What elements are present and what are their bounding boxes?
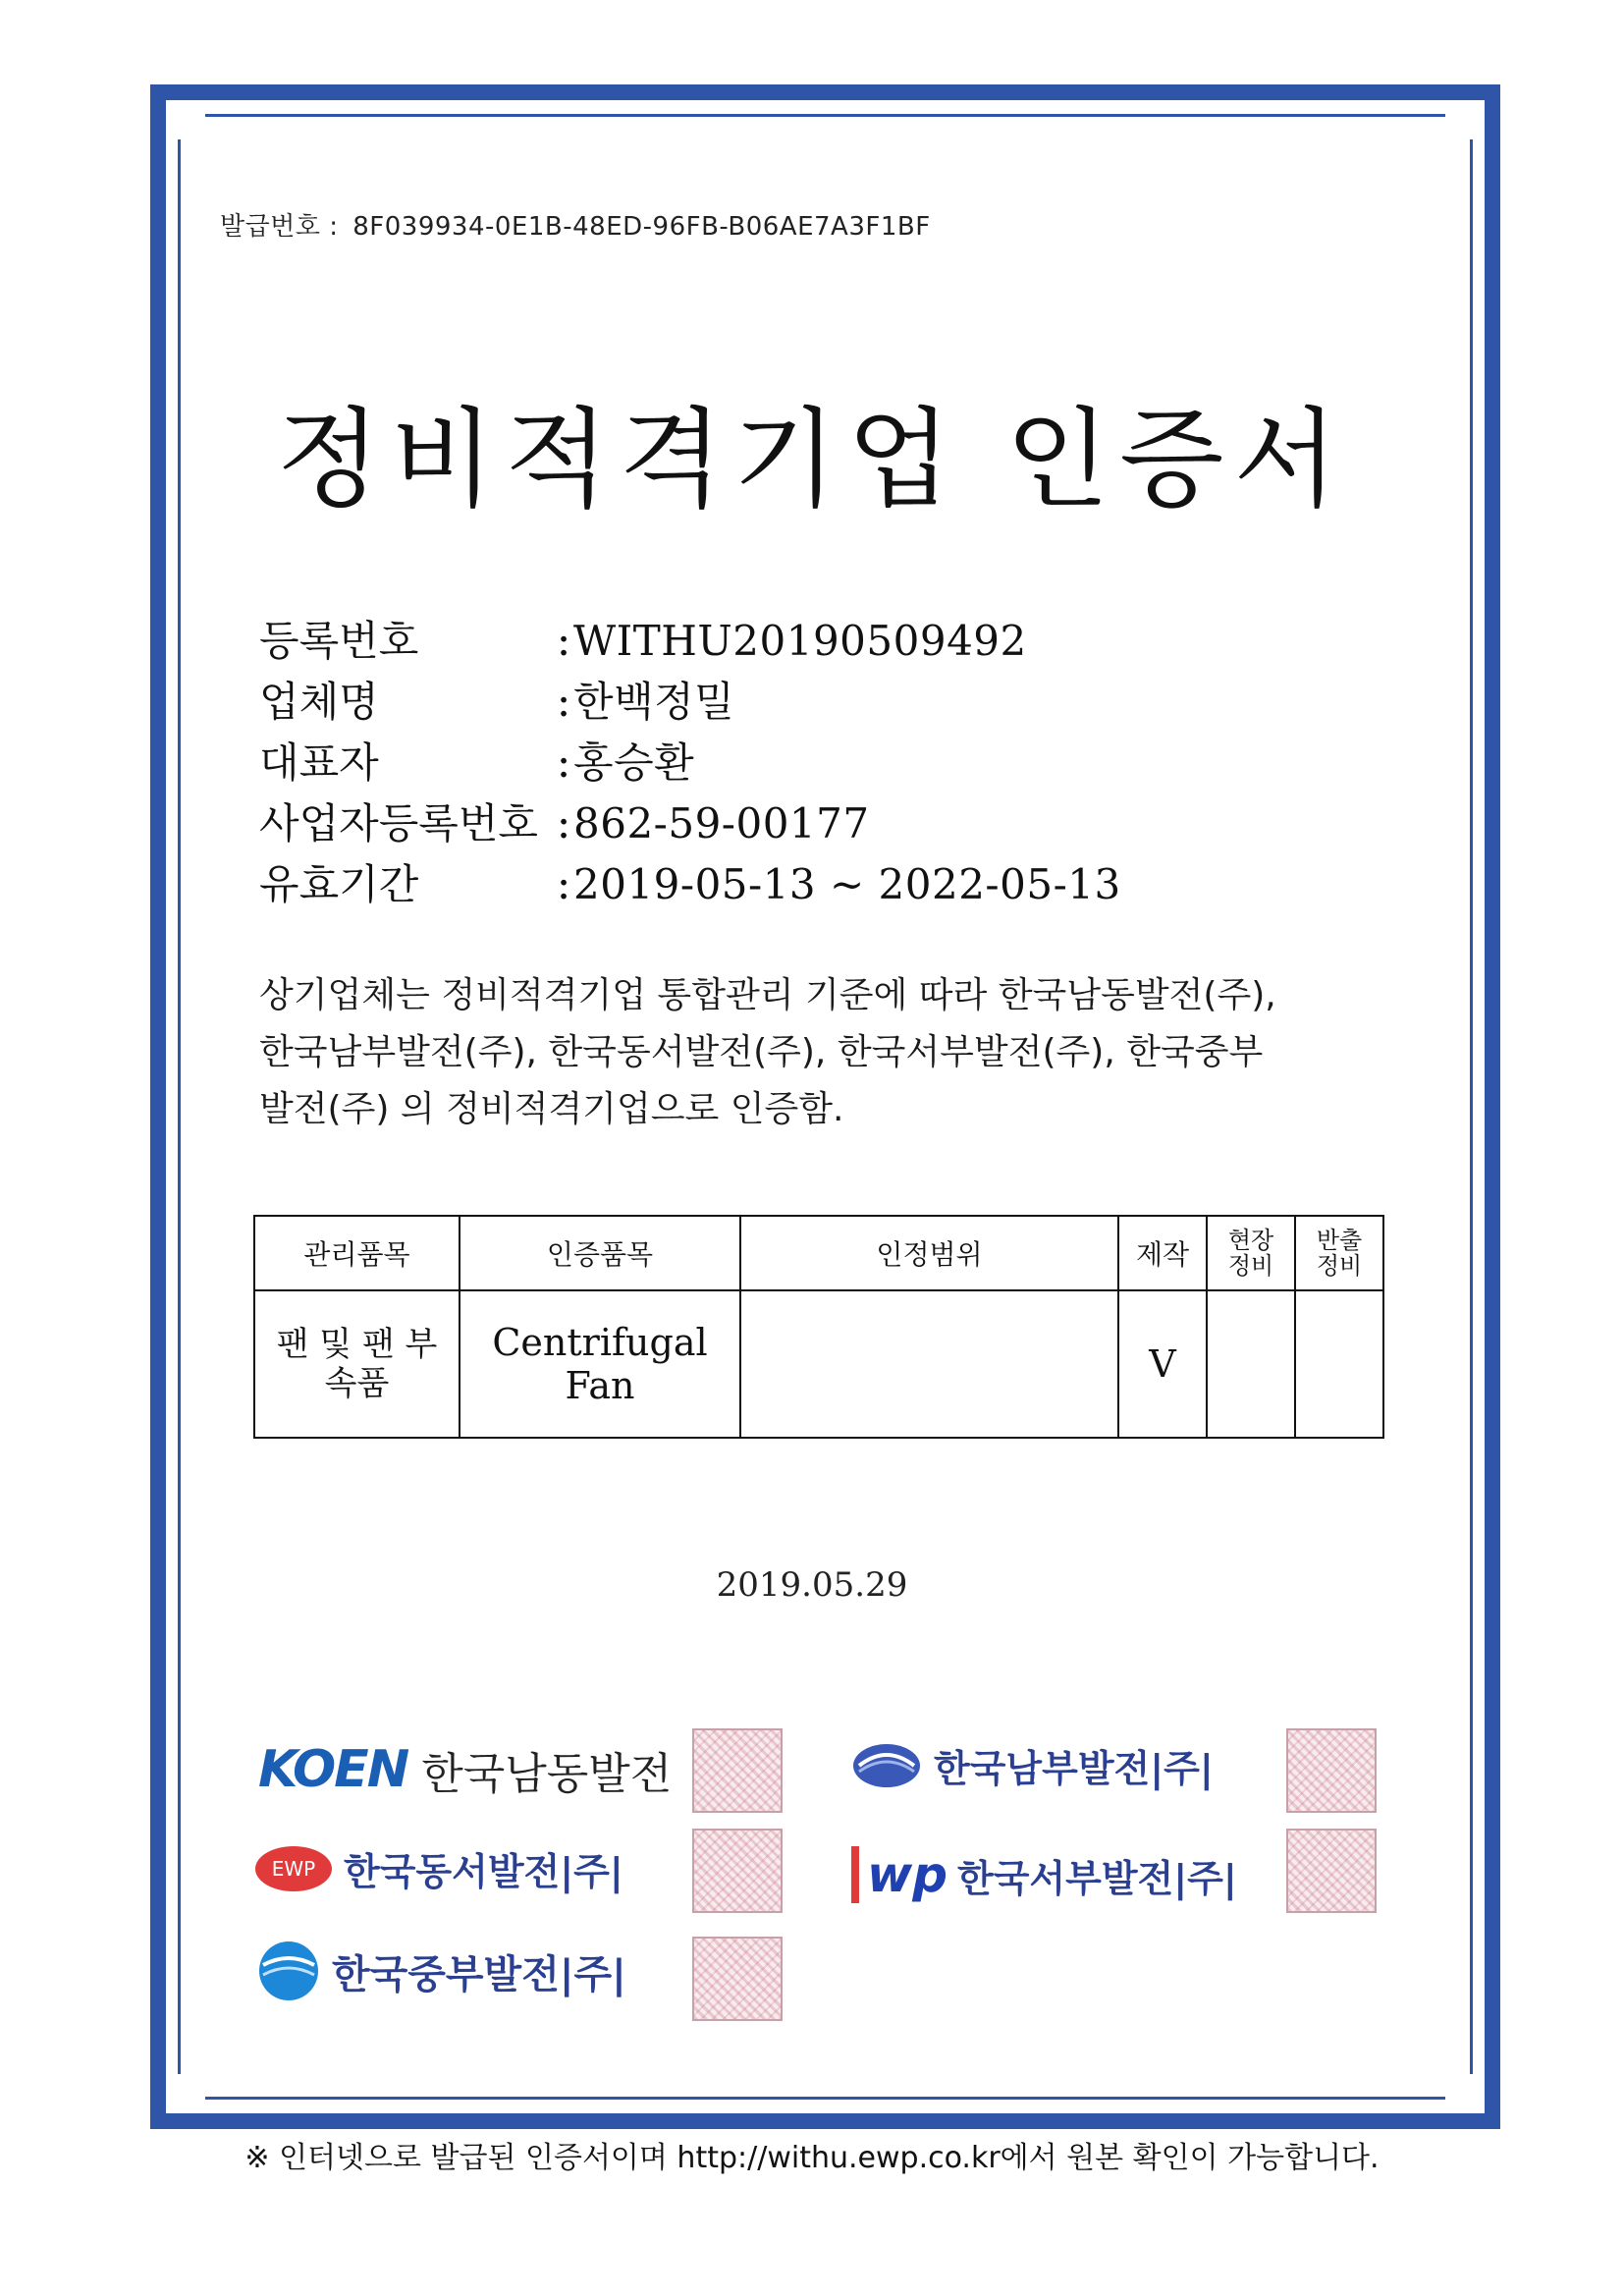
komipo-emblem-icon — [257, 1940, 320, 2002]
wp-mark: wp — [851, 1846, 947, 1903]
field-key: 대표자 — [259, 738, 379, 787]
table-header: 관리품목 — [254, 1216, 460, 1290]
border-corner — [150, 2074, 205, 2129]
field-colon: : — [556, 616, 571, 666]
certificate-title: 정비적격기업 인증서 — [276, 397, 1348, 522]
field-key: 사업자등록번호 — [259, 799, 539, 847]
field-value: 862-59-00177 — [573, 799, 870, 847]
statement-line: 한국남부발전(주), 한국동서발전(주), 한국서부발전(주), 한국중부 — [259, 1032, 1264, 1072]
table-header: 인정범위 — [740, 1216, 1118, 1290]
logo-koen — [258, 1738, 672, 1801]
field-company-name — [259, 670, 1121, 731]
field-registration-no — [259, 609, 1121, 670]
table-cell — [1295, 1290, 1383, 1438]
table-header: 제작 — [1118, 1216, 1207, 1290]
field-validity-period — [259, 852, 1121, 913]
company-seal — [1286, 1829, 1377, 1913]
company-seal — [692, 1728, 783, 1813]
table-row — [254, 1290, 1383, 1438]
table-cell: Centrifugal Fan — [460, 1290, 740, 1438]
field-key: 등록번호 — [259, 617, 419, 665]
field-colon: : — [556, 798, 571, 848]
company-seal — [692, 1937, 783, 2021]
certification-statement — [259, 967, 1388, 1138]
logo-wp — [851, 1846, 1237, 1903]
logo-kospo — [851, 1738, 1214, 1792]
koen-name: 한국남동발전 — [421, 1749, 673, 1799]
company-seal — [1286, 1728, 1377, 1813]
statement-line: 발전(주) 의 정비적격기업으로 인증함. — [259, 1089, 844, 1129]
table-header-row — [254, 1216, 1383, 1290]
ewp-name: 한국동서발전|주| — [344, 1850, 623, 1893]
wp-name: 한국서부발전|주| — [956, 1856, 1237, 1900]
kospo-emblem-icon — [851, 1742, 922, 1789]
table-header: 인증품목 — [460, 1216, 740, 1290]
border-corner — [1445, 2074, 1500, 2129]
table-cell — [740, 1290, 1118, 1438]
field-value: 2019-05-13 ~ 2022-05-13 — [573, 860, 1121, 908]
border-corner — [1445, 84, 1500, 139]
logo-komipo — [257, 1940, 626, 2002]
field-key: 업체명 — [259, 678, 379, 726]
koen-mark: KOEN — [258, 1740, 408, 1799]
field-value: 한백정밀 — [573, 678, 735, 726]
logo-ewp — [253, 1841, 623, 1895]
issue-date: 2019.05.29 — [716, 1565, 908, 1605]
field-key: 유효기간 — [259, 860, 419, 908]
field-value: WITHU20190509492 — [573, 617, 1027, 665]
field-business-no — [259, 792, 1121, 852]
svg-text:EWP: EWP — [271, 1856, 316, 1881]
table-header: 현장 정비 — [1207, 1216, 1295, 1290]
company-seal — [692, 1829, 783, 1913]
field-colon: : — [556, 677, 571, 727]
border-corner — [150, 84, 205, 139]
issue-number-label: 발급번호 : — [220, 212, 339, 242]
footer-notice: ※ 인터넷으로 발급된 인증서이며 http://withu.ewp.co.kr에서 원본 확인이 가능합니다. — [244, 2141, 1380, 2175]
table-header: 반출 정비 — [1295, 1216, 1383, 1290]
certification-table — [253, 1215, 1384, 1439]
issue-number-value: 8F039934-0E1B-48ED-96FB-B06AE7A3F1BF — [352, 212, 931, 242]
ewp-emblem-icon — [253, 1844, 334, 1893]
certificate-fields — [259, 609, 1121, 913]
field-value: 홍승환 — [573, 738, 695, 787]
table-cell: 팬 및 팬 부 속품 — [254, 1290, 460, 1438]
kospo-name: 한국남부발전|주| — [934, 1747, 1214, 1790]
field-colon: : — [556, 738, 571, 788]
field-representative — [259, 731, 1121, 792]
field-colon: : — [556, 859, 571, 909]
table-cell: V — [1118, 1290, 1207, 1438]
statement-line: 상기업체는 정비적격기업 통합관리 기준에 따라 한국남동발전(주), — [259, 975, 1276, 1015]
table-cell — [1207, 1290, 1295, 1438]
issue-number — [220, 206, 931, 243]
komipo-name: 한국중부발전|주| — [332, 1951, 626, 1997]
